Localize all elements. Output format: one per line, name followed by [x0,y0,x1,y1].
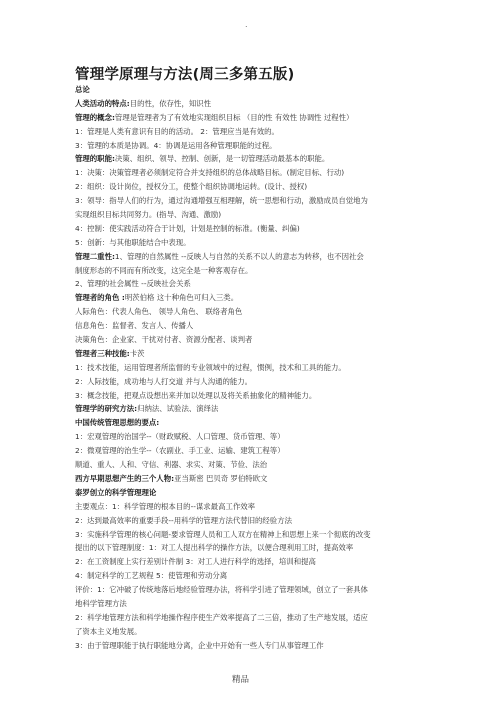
text-line [75,625,425,639]
text-line [75,111,425,125]
text-line [75,222,425,236]
text-line [75,152,425,166]
line-text: 制度形态的不同而有所改变，这完全是一种客观存在。 [75,265,253,275]
line-text: 地科学管理方法 [75,598,127,608]
line-text: 5：创新：与其他职能结合中表现。 [75,237,191,247]
text-line [75,277,425,291]
text-line [75,541,425,555]
line-text: 2：在工资制度上实行差别计件制 3：对工人进行科学的选择，培训和提高 [75,557,316,567]
text-line [75,444,425,458]
line-text: 3：由于管理职能于执行职能地分离，企业中开始有一些人专门从事管理工作 [75,640,324,650]
text-line [75,250,425,264]
text-line [75,611,425,625]
line-heading: 西方早期思想产生的三个人物: [75,473,175,483]
text-line [75,569,425,583]
text-line [75,166,425,180]
text-line [75,486,425,500]
line-text: 人际角色：代表人角色、 领导人角色、 联络者角色 [75,307,243,317]
line-text: 决策角色：企业家、干扰对付者、资源分配者、谈判者 [75,335,253,345]
line-text: 了资本主义地发展。 [75,626,142,636]
text-line [75,347,425,361]
line-text: 1：宏观管理的治国学--（财政赋税、人口管理、货币管理、等） [75,432,285,442]
line-heading: 中国传统管理思想的要点: [75,418,160,428]
line-text: 1：决策：决策管理者必须制定符合并支持组织的总体战略目标。(制定目标、行动) [75,168,345,178]
text-line [75,583,425,597]
page-footer: 精品 [232,675,250,685]
text-line [75,194,425,208]
line-heading: 管理的职能: [75,154,115,164]
text-line [75,555,425,569]
text-line [75,472,425,486]
text-line [75,236,425,250]
line-text: 归纳法、试验法、演绎法 [137,404,219,414]
line-heading: 总论 [75,85,90,94]
notes-body [75,83,425,653]
text-line [75,139,425,153]
text-line [75,389,425,403]
line-text: 亚当斯密 巴贝奇 罗伯特欧文 [174,473,268,483]
text-line [75,83,425,97]
line-heading: 管理二重性: [75,251,115,261]
line-text: 实现组织目标共同努力。(指导、沟通、激励) [75,210,222,220]
line-heading: 泰罗创立的科学管理理论 [75,487,157,497]
line-text: 3：领导：指导人们的行为，通过沟通增强互相理解，统一思想和行动，激励成员自觉地为 [75,196,368,206]
line-text: 3：实施科学管理的核心问题-要求管理人员和工人双方在精神上和思想上来一个彻底的改变 [75,529,371,539]
text-line [75,264,425,278]
line-text: 主要观点：1：科学管理的根本目的--谋求最高工作效率 [75,501,256,511]
line-text: 顺道、重人、人和、守信、利器、求实、对策、节俭、法治 [75,460,268,470]
line-text: 2：组织：设计岗位，授权分工，使整个组织协调地运转。(设计、授权) [75,182,308,192]
text-line [75,430,425,444]
line-text: 4：制定科学的工艺规程 5：使管理和劳动分离 [75,571,228,581]
line-text: 2：达到最高效率的重要手段--用科学的管理方法代替旧的经验方法 [75,515,292,525]
line-text: 目的性，依存性，知识性 [129,98,212,108]
line-text: 卡茨 [129,348,145,358]
text-line [75,597,425,611]
line-text: 1：管理是人类有意识有目的的活动。 2：管理应当是有效的。 [75,126,279,136]
text-line [75,458,425,472]
line-text: 决策、组织、领导、控制、创新，是一切管理活动最基本的职能。 [114,154,330,164]
line-text: 3：概念技能，把观点设想出来并加以处理以及将关系抽象化的精神能力。 [75,390,317,400]
text-line [75,97,425,111]
text-line [75,361,425,375]
line-text: 管理是管理者为了有效地实现组织目标 （目的性 有效性 协调性 过程性） [114,112,354,122]
line-text: 2：科学地管理方法和科学地操作程序使生产效率提高了二三倍，推动了生产地发展，适应 [75,612,368,622]
text-line [75,333,425,347]
line-text: 2：微观管理的治生学--（农副业、手工业、运输、建筑工程等） [75,446,285,456]
text-line [75,208,425,222]
page-title: 管理学原理与方法(周三多第五版) [75,67,295,83]
header-mark: . [245,20,248,29]
line-text: 1、管理的自然属性 --反映人与自然的关系不以人的意志为转移，也不因社会 [114,251,364,261]
line-text: 4：控制：使实践活动符合于计划，计划是控制的标准。(衡量、纠偏) [75,223,300,233]
text-line [75,319,425,333]
text-line [75,291,425,305]
line-heading: 管理学的研究方法: [75,404,138,414]
text-line [75,180,425,194]
line-text: 明茨伯格 这十种角色可归入三类。 [124,293,239,303]
line-heading: 管理的概念: [75,112,115,122]
text-line [75,528,425,542]
line-text: 3：管理的本质是协调。4：协调是运用各种管理职能的过程。 [75,140,277,150]
text-line [75,402,425,416]
text-line [75,125,425,139]
text-line [75,639,425,653]
line-text: 提出的以下管理制度：1：对工人提出科学的操作方法，以便合理利用工时，提高效率 [75,543,354,553]
line-text: 2、管理的社会属性 --反映社会关系 [75,279,191,289]
line-text: 评价：1：它冲破了传统地落后地经验管理办法，将科学引进了管理领域，创立了一套具体 [75,585,368,595]
text-line [75,500,425,514]
line-heading: 人类活动的特点: [75,98,130,108]
text-line [75,305,425,319]
line-heading: 管理者三种技能: [75,348,130,358]
line-text: 信息角色：监督者、发言人、传播人 [75,321,194,331]
line-text: 2：人际技能，成功地与人打交道 并与人沟通的能力。 [75,376,253,386]
line-heading: 管理者的角色 : [75,293,125,303]
text-line [75,514,425,528]
text-line [75,375,425,389]
line-text: 1：技术技能，运用管理者所监督的专业领域中的过程，惯例，技术和工具的能力。 [75,362,346,372]
text-line [75,416,425,430]
